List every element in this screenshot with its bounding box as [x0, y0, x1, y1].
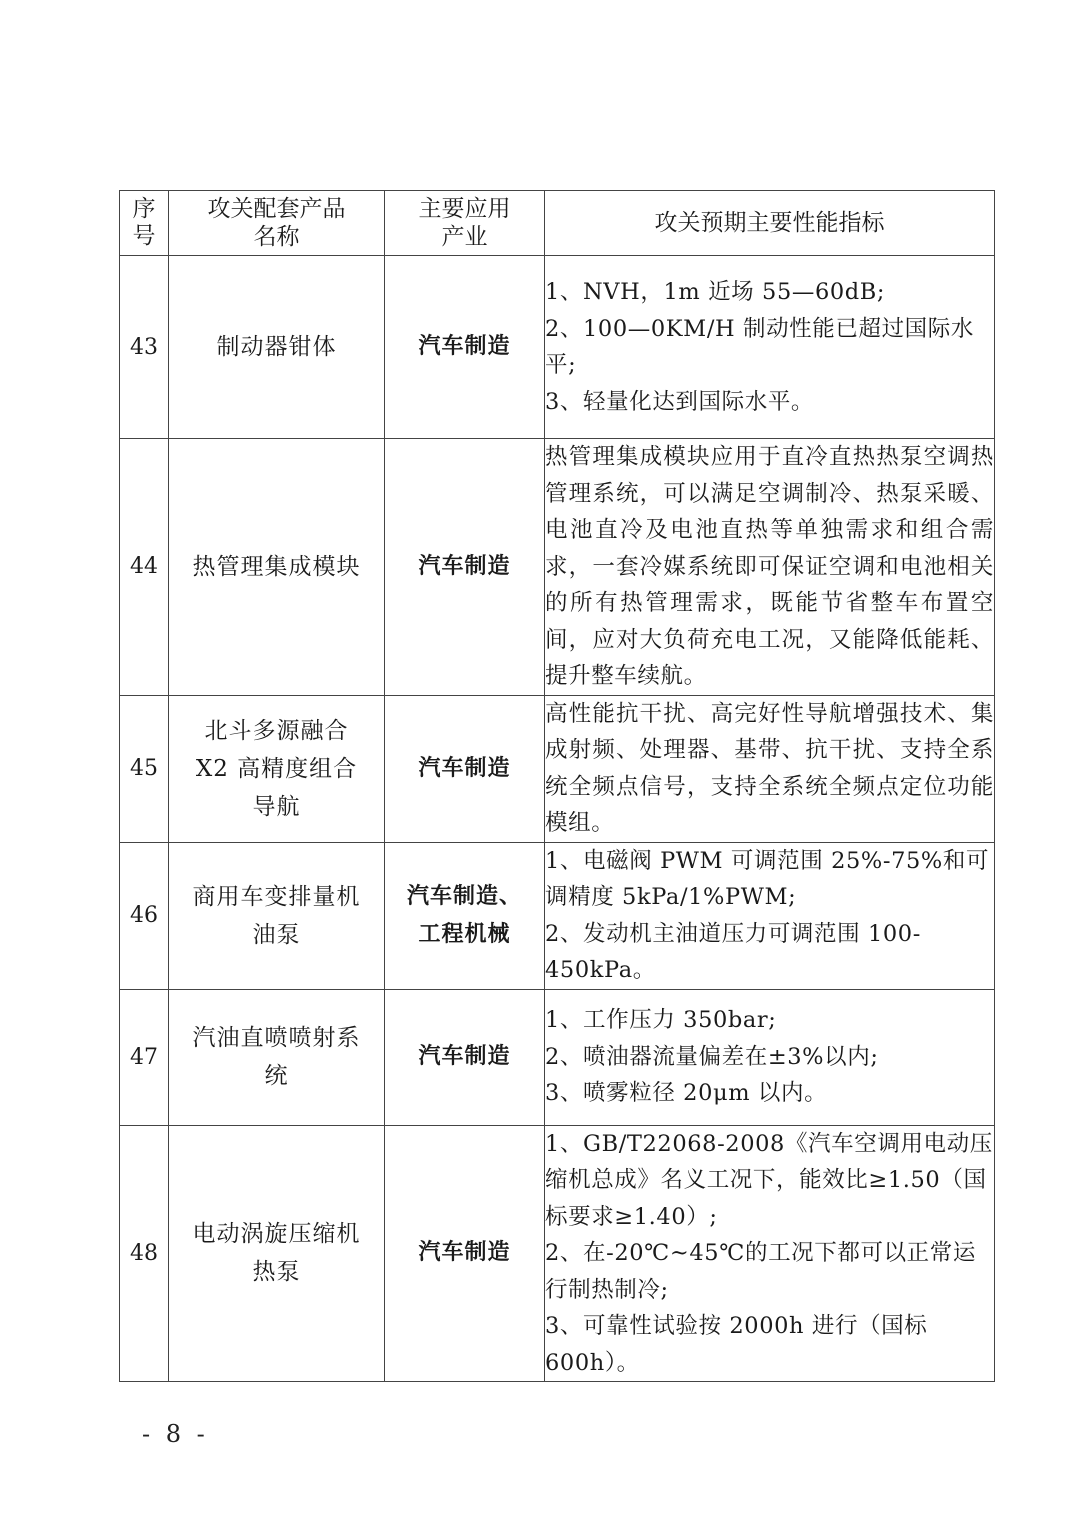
spec-line: 热管理集成模块应用于直冷直热热泵空调热管理系统，可以满足空调制冷、热泵采暖、电池直冷及电池直热等单独需求和组合需求，一套冷媒系统即可保证空调和电池相关的所有热管理需求，既能节省整车布置空间，应对大负荷充电工况，又能降低能耗、提升整车续航。	[545, 444, 994, 689]
spec-line: 2、100—0KM/H 制动性能已超过国际水平;	[545, 315, 974, 378]
product-spec-table	[119, 190, 995, 1382]
row-no: 45	[120, 695, 169, 842]
page-number: - 8 -	[142, 1420, 209, 1448]
row-industry: 汽车制造	[385, 1125, 545, 1382]
row-spec	[545, 842, 995, 989]
spec-line: 2、发动机主油道压力可调范围 100-450kPa。	[545, 920, 921, 983]
row-industry: 汽车制造、工程机械	[385, 842, 545, 989]
row-industry: 汽车制造	[385, 439, 545, 696]
row-spec	[545, 989, 995, 1125]
spec-line: 1、电磁阀 PWM 可调范围 25%-75%和可调精度 5kPa/1%PWM;	[545, 847, 990, 910]
table-row	[120, 1125, 995, 1382]
row-product-name: 热管理集成模块	[169, 439, 385, 696]
row-no: 48	[120, 1125, 169, 1382]
row-product-name: 北斗多源融合 X2 高精度组合导航	[169, 695, 385, 842]
table-row	[120, 842, 995, 989]
spec-line: 1、NVH，1m 近场 55—60dB;	[545, 279, 886, 305]
row-product-name: 商用车变排量机油泵	[169, 842, 385, 989]
row-product-name: 制动器钳体	[169, 256, 385, 439]
row-industry: 汽车制造	[385, 695, 545, 842]
row-industry: 汽车制造	[385, 256, 545, 439]
row-spec	[545, 1125, 995, 1382]
spec-line: 1、工作压力 350bar;	[545, 1007, 777, 1034]
spec-line: 3、轻量化达到国际水平。	[545, 388, 815, 415]
header-no-text: 序号	[132, 196, 156, 249]
row-spec	[545, 695, 995, 842]
spec-line: 1、GB/T22068-2008《汽车空调用电动压缩机总成》名义工况下，能效比≥1.50（国标要求≥1.40）;	[545, 1130, 993, 1230]
row-industry: 汽车制造	[385, 989, 545, 1125]
spec-line: 2、在-20℃~45℃的工况下都可以正常运行制热制冷;	[545, 1240, 976, 1303]
row-spec	[545, 256, 995, 439]
row-no: 46	[120, 842, 169, 989]
header-name	[169, 191, 385, 256]
spec-line: 3、可靠性试验按 2000h 进行（国标 600h）。	[545, 1313, 928, 1376]
row-spec	[545, 439, 995, 696]
row-no: 43	[120, 256, 169, 439]
row-no: 47	[120, 989, 169, 1125]
header-no	[120, 191, 169, 256]
spec-line: 高性能抗干扰、高完好性导航增强技术、集成射频、处理器、基带、抗干扰、支持全系统全频点信号，支持全系统全频点定位功能模组。	[545, 700, 994, 836]
table-row	[120, 695, 995, 842]
header-industry	[385, 191, 545, 256]
table-row	[120, 256, 995, 439]
row-product-name: 汽油直喷喷射系统	[169, 989, 385, 1125]
spec-line: 3、喷雾粒径 20μm 以内。	[545, 1080, 828, 1107]
header-spec	[545, 191, 995, 256]
header-spec-text: 攻关预期主要性能指标	[654, 210, 885, 236]
table-row	[120, 989, 995, 1125]
spec-line: 2、喷油器流量偏差在±3%以内;	[545, 1043, 879, 1070]
row-no: 44	[120, 439, 169, 696]
header-industry-text: 主要应用产业	[418, 196, 511, 250]
table-header-row	[120, 191, 995, 256]
row-product-name: 电动涡旋压缩机热泵	[169, 1125, 385, 1382]
table-row	[120, 439, 995, 696]
header-name-text: 攻关配套产品名称	[207, 196, 346, 250]
